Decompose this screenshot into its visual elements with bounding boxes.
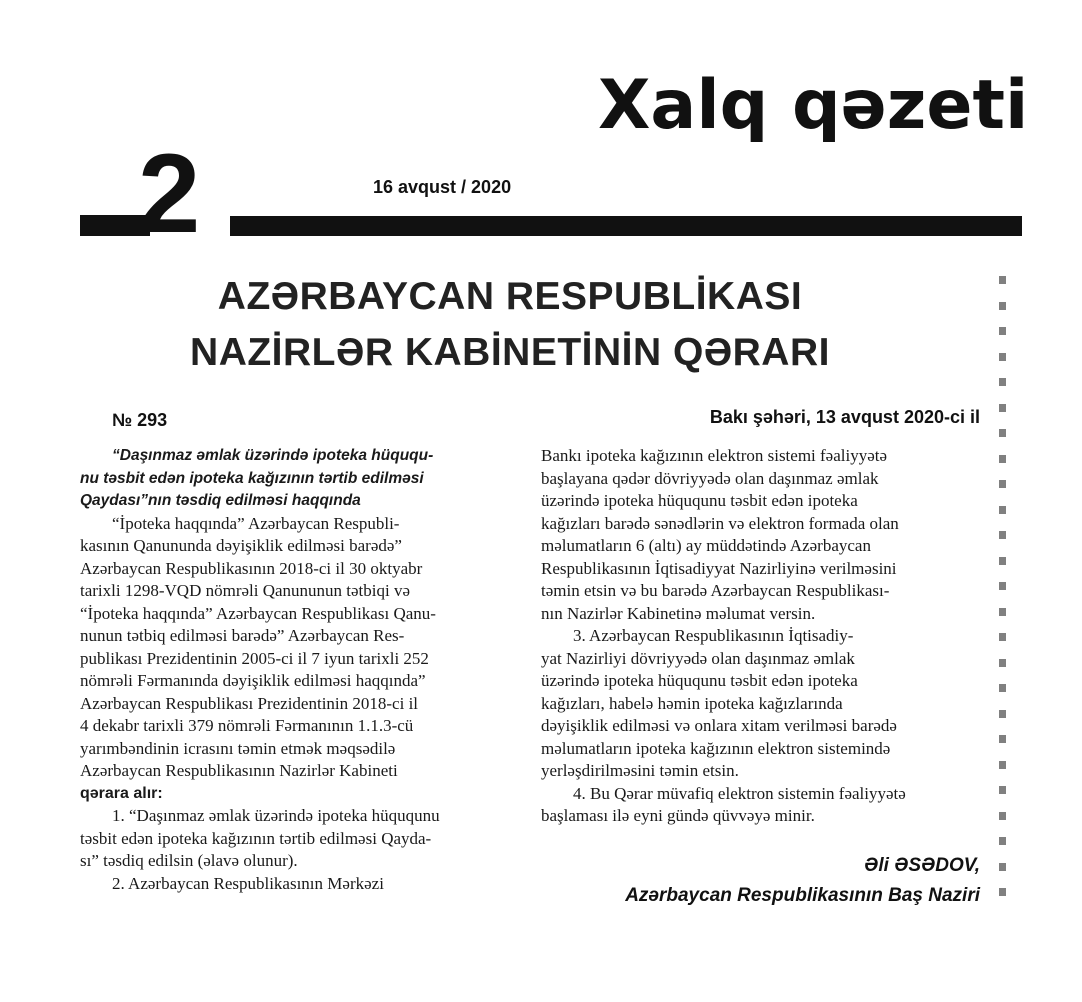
- body-line: nın Nazirlər Kabinetinə məlumat versin.: [541, 603, 816, 623]
- margin-mark: [999, 531, 1006, 539]
- point-line: təsbit edən ipoteka kağızının tərtib edilməsi Qayda-: [80, 828, 432, 848]
- margin-mark: [999, 404, 1006, 412]
- body-line: məlumatların 6 (altı) ay müddətində Azərbaycan: [541, 536, 871, 555]
- margin-mark: [999, 684, 1006, 692]
- margin-mark: [999, 429, 1006, 437]
- margin-mark: [999, 378, 1006, 386]
- margin-mark: [999, 608, 1006, 616]
- margin-mark: [999, 812, 1006, 820]
- body-line: təmin etsin və bu barədə Azərbaycan Respublikası-: [541, 581, 890, 600]
- margin-mark: [999, 455, 1006, 463]
- margin-mark: [999, 557, 1006, 565]
- decree-title-line: nu təsbit edən ipoteka kağızının tərtib edilməsi: [80, 469, 424, 487]
- margin-scan-marks: [996, 276, 1010, 916]
- margin-mark: [999, 302, 1006, 310]
- body-line: başlayana qədər dövriyyədə olan daşınmaz əmlak: [541, 468, 879, 488]
- body-line: Respublikasının İqtisadiyyat Nazirliyinə verilməsini: [541, 558, 897, 578]
- margin-mark: [999, 276, 1006, 284]
- body-line: 3. Azərbaycan Respublikasının İqtisadiy-: [573, 626, 854, 645]
- margin-mark: [999, 480, 1006, 488]
- margin-mark: [999, 633, 1006, 641]
- body-line: kağızları barədə sənədlərin və elektron formada olan: [541, 513, 899, 533]
- margin-mark: [999, 582, 1006, 590]
- body-line: yarımbəndinin icrasını təmin etmək məqsədilə: [80, 738, 396, 758]
- margin-mark: [999, 786, 1006, 794]
- body-line: yat Nazirliyi dövriyyədə olan daşınmaz əmlak: [541, 648, 855, 668]
- headline-line-2: NAZİRLƏR KABİNETİNİN QƏRARI: [190, 331, 830, 374]
- body-line: Azərbaycan Respublikasının 2018-ci il 30 oktyabr: [80, 558, 423, 578]
- signatory-name: Əli ƏSƏDOV,: [864, 855, 980, 876]
- body-line: Bankı ipoteka kağızının elektron sistemi fəaliyyətə: [541, 446, 888, 465]
- body-line: başlaması ilə eyni gündə qüvvəyə minir.: [541, 806, 815, 825]
- decree-title-line: Qaydası”nın təsdiq edilməsi haqqında: [80, 492, 361, 509]
- margin-mark: [999, 735, 1006, 743]
- point-line: 2. Azərbaycan Respublikasının Mərkəzi: [112, 873, 384, 893]
- page-number: 2: [138, 131, 201, 256]
- headline-line-1: AZƏRBAYCAN RESPUBLİKASI: [217, 275, 803, 318]
- body-line: nunun tətbiq edilməsi barədə” Azərbaycan Res-: [80, 626, 405, 645]
- left-column: [80, 445, 510, 895]
- newspaper-name: Xalq qəzeti: [598, 66, 1029, 145]
- masthead-rule-right: [230, 216, 1022, 236]
- point-line: sı” təsdiq edilsin (əlavə olunur).: [80, 851, 298, 870]
- body-line: 4. Bu Qərar müvafiq elektron sistemin fəaliyyətə: [573, 783, 906, 803]
- margin-mark: [999, 888, 1006, 896]
- body-line: 4 dekabr tarixli 379 nömrəli Fərmanının 1.1.3-cü: [80, 716, 414, 735]
- margin-mark: [999, 863, 1006, 871]
- body-line: kasının Qanununda dəyişiklik edilməsi barədə”: [80, 536, 402, 555]
- decision-phrase: qərara alır:: [80, 784, 163, 802]
- signatory-title: Azərbaycan Respublikasının Baş Naziri: [625, 885, 980, 906]
- margin-mark: [999, 327, 1006, 335]
- document-number: № 293: [112, 410, 168, 430]
- body-line: dəyişiklik edilməsi və onlara xitam verilməsi barədə: [541, 716, 897, 735]
- body-line: “İpoteka haqqında” Azərbaycan Respubli-: [112, 513, 400, 533]
- margin-mark: [999, 659, 1006, 667]
- decree-title-line: “Daşınmaz əmlak üzərində ipoteka hüququ-: [112, 447, 434, 464]
- body-line: nömrəli Fərmanında dəyişiklik edilməsi haqqında”: [80, 671, 426, 690]
- body-line: Azərbaycan Respublikası Prezidentinin 2018-ci il: [80, 693, 419, 713]
- body-line: kağızları, habelə həmin ipoteka kağızlarında: [541, 693, 843, 713]
- body-line: tarixli 1298-VQD nömrəli Qanununun tətbiqi və: [80, 581, 411, 600]
- body-line: Azərbaycan Respublikasının Nazirlər Kabineti: [80, 761, 398, 780]
- right-column: [541, 445, 981, 828]
- margin-mark: [999, 506, 1006, 514]
- margin-mark: [999, 761, 1006, 769]
- body-line: üzərində ipoteka hüququnu təsbit edən ipoteka: [541, 491, 858, 510]
- margin-mark: [999, 710, 1006, 718]
- body-line: məlumatların ipoteka kağızının elektron sistemində: [541, 738, 891, 758]
- body-line: publikası Prezidentinin 2005-ci il 7 iyun tarixli 252: [80, 648, 429, 668]
- body-line: üzərində ipoteka hüququnu təsbit edən ipoteka: [541, 671, 858, 690]
- point-line: 1. “Daşınmaz əmlak üzərində ipoteka hüququnu: [112, 806, 440, 825]
- margin-mark: [999, 837, 1006, 845]
- body-line: “İpoteka haqqında” Azərbaycan Respublikası Qanu-: [80, 603, 436, 623]
- margin-mark: [999, 353, 1006, 361]
- issue-date: 16 avqust / 2020: [373, 177, 512, 197]
- place-and-date: Bakı şəhəri, 13 avqust 2020-ci il: [709, 407, 980, 427]
- body-line: yerləşdirilməsini təmin etsin.: [541, 761, 739, 780]
